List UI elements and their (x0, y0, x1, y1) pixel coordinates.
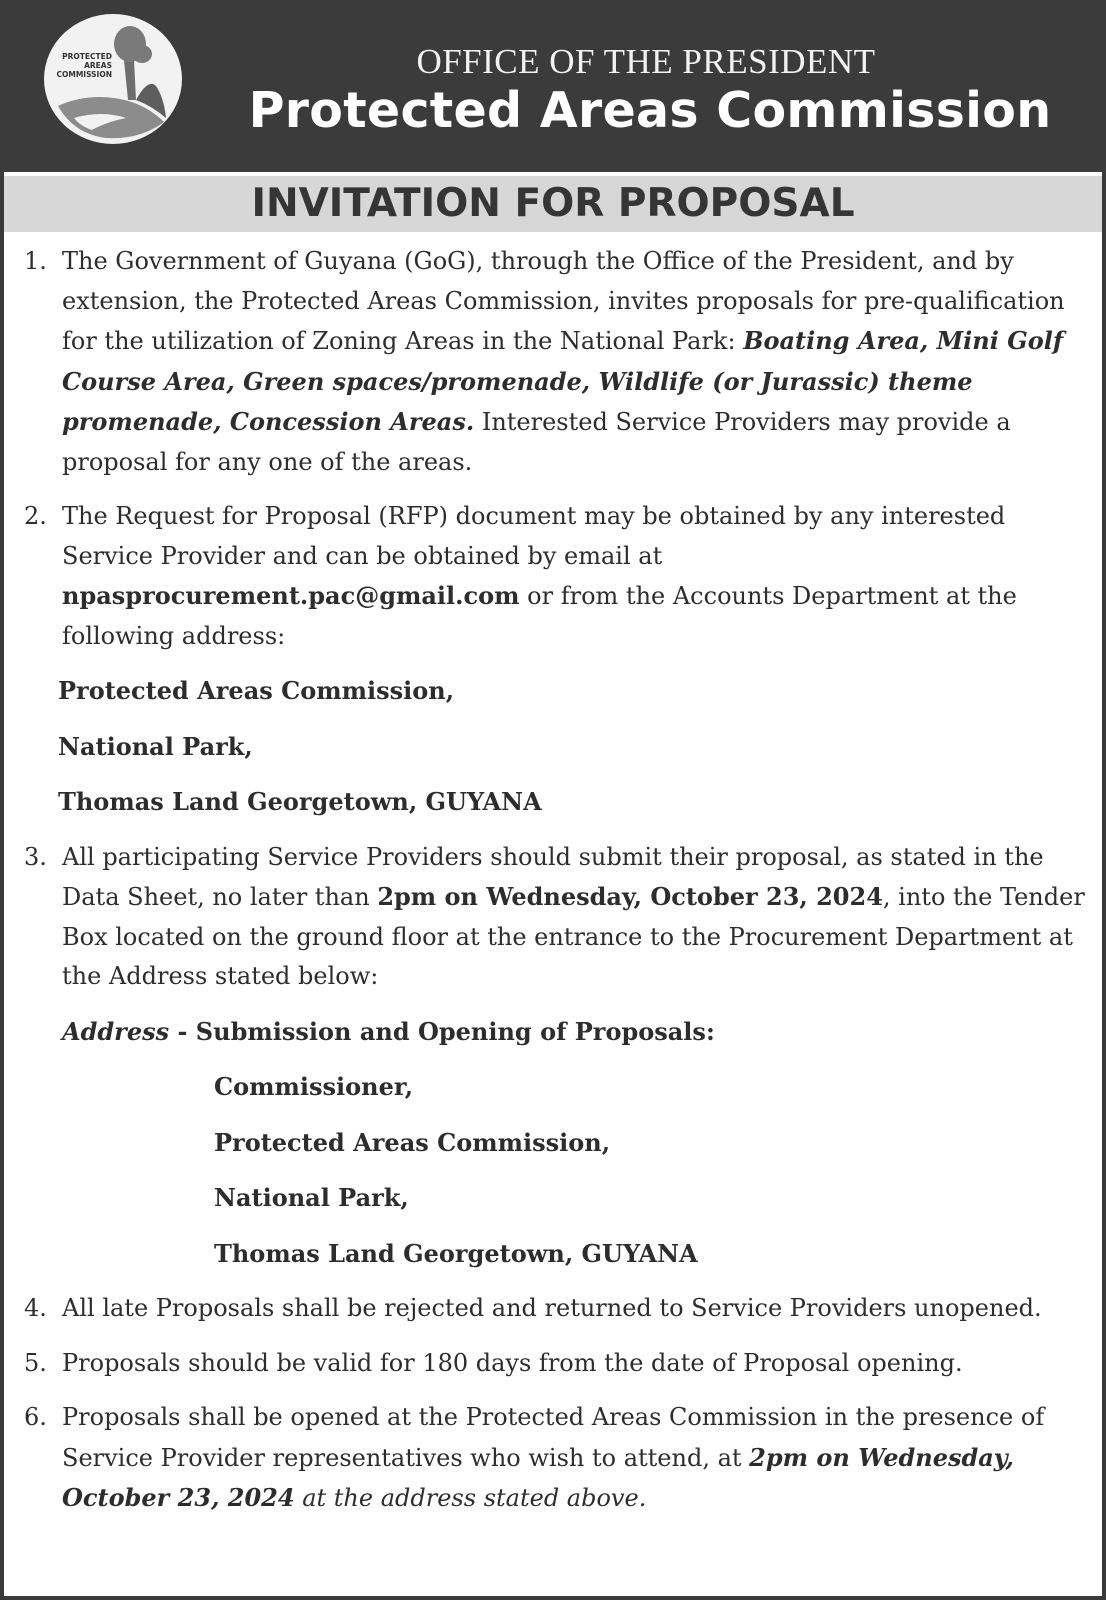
address-line: National Park, (214, 1183, 409, 1212)
item-text: The Government of Guyana (GoG), through the Office of the President, and by extension, the Protected Areas Commission, invites proposals for pre-qualification for the utilization of Zoning Areas in the National Park: (62, 247, 1065, 355)
header-bar (0, 0, 1106, 172)
logo-text: PROTECTED AREAS COMMISSION (56, 52, 112, 79)
list-item-4 (24, 1289, 1092, 1329)
address-line: Commissioner, (214, 1072, 414, 1101)
item-text: All late Proposals shall be rejected and returned to Service Providers unopened. (62, 1294, 1042, 1322)
item-text: All participating Service Providers should submit their proposal, as stated in the Data Sheet, no later than (62, 842, 1044, 911)
item-text: Proposals should be valid for 180 days from the date of Proposal opening. (62, 1348, 963, 1377)
zoning-areas-list: Boating Area, Mini Golf Course Area, Green spaces/promenade, Wildlife (or Jurassic) theme promenade, Concession Areas. (62, 326, 1064, 436)
list-item-6 (24, 1398, 1092, 1519)
item-number: 3. (24, 842, 47, 871)
item-text: Interested Service Providers may provide a proposal for any one of the areas. (62, 408, 1011, 476)
item-text: at the address stated above. (294, 1484, 647, 1512)
item-number: 4. (24, 1294, 47, 1322)
item-number: 5. (24, 1348, 47, 1377)
office-title: OFFICE OF THE PRESIDENT (416, 42, 876, 81)
address-line: Protected Areas Commission, (214, 1127, 611, 1157)
item-text: or from the Accounts Department at the following address: (62, 582, 1017, 650)
list-item-3 (24, 838, 1092, 997)
address-line: National Park, (58, 731, 253, 761)
commission-title: Protected Areas Commission (248, 82, 1052, 139)
list-item-2 (24, 497, 1092, 656)
item-text: Proposals shall be opened at the Protected Areas Commission in the presence of Service Provider representatives who wish to attend, at (62, 1403, 1045, 1472)
notice-title: INVITATION FOR PROPOSAL (251, 181, 855, 226)
opening-time-text: 2pm on Wednesday, October 23, 2024 (62, 1442, 1014, 1512)
deadline-text: 2pm on Wednesday, October 23, 2024 (377, 882, 883, 911)
address-label: Address (62, 1016, 170, 1046)
notice-body (4, 172, 1102, 1596)
list-item-1 (24, 242, 1092, 482)
item-number: 2. (24, 502, 47, 530)
address-line: Protected Areas Commission, (58, 676, 455, 705)
tree-path-icon (44, 14, 182, 144)
list-item-5 (24, 1344, 1092, 1384)
notice-items (24, 242, 1092, 1534)
commission-logo (44, 14, 182, 144)
email-link[interactable]: npasprocurement.pac@gmail.com (62, 581, 520, 610)
item-text: , into the Tender Box located on the ground floor at the entrance to the Procurement Department at the Address stated below: (62, 883, 1085, 990)
item-number: 1. (24, 247, 47, 275)
address-line: Thomas Land Georgetown, GUYANA (214, 1238, 698, 1268)
address-line: Thomas Land Georgetown, GUYANA (58, 787, 542, 816)
item-text: The Request for Proposal (RFP) document may be obtained by any interested Service Provider and can be obtained by email at (62, 502, 1006, 570)
address-heading-text: - Submission and Opening of Proposals: (169, 1016, 715, 1046)
item-number: 6. (24, 1403, 47, 1431)
title-banner (4, 176, 1102, 232)
submission-address-heading (62, 1012, 1092, 1052)
